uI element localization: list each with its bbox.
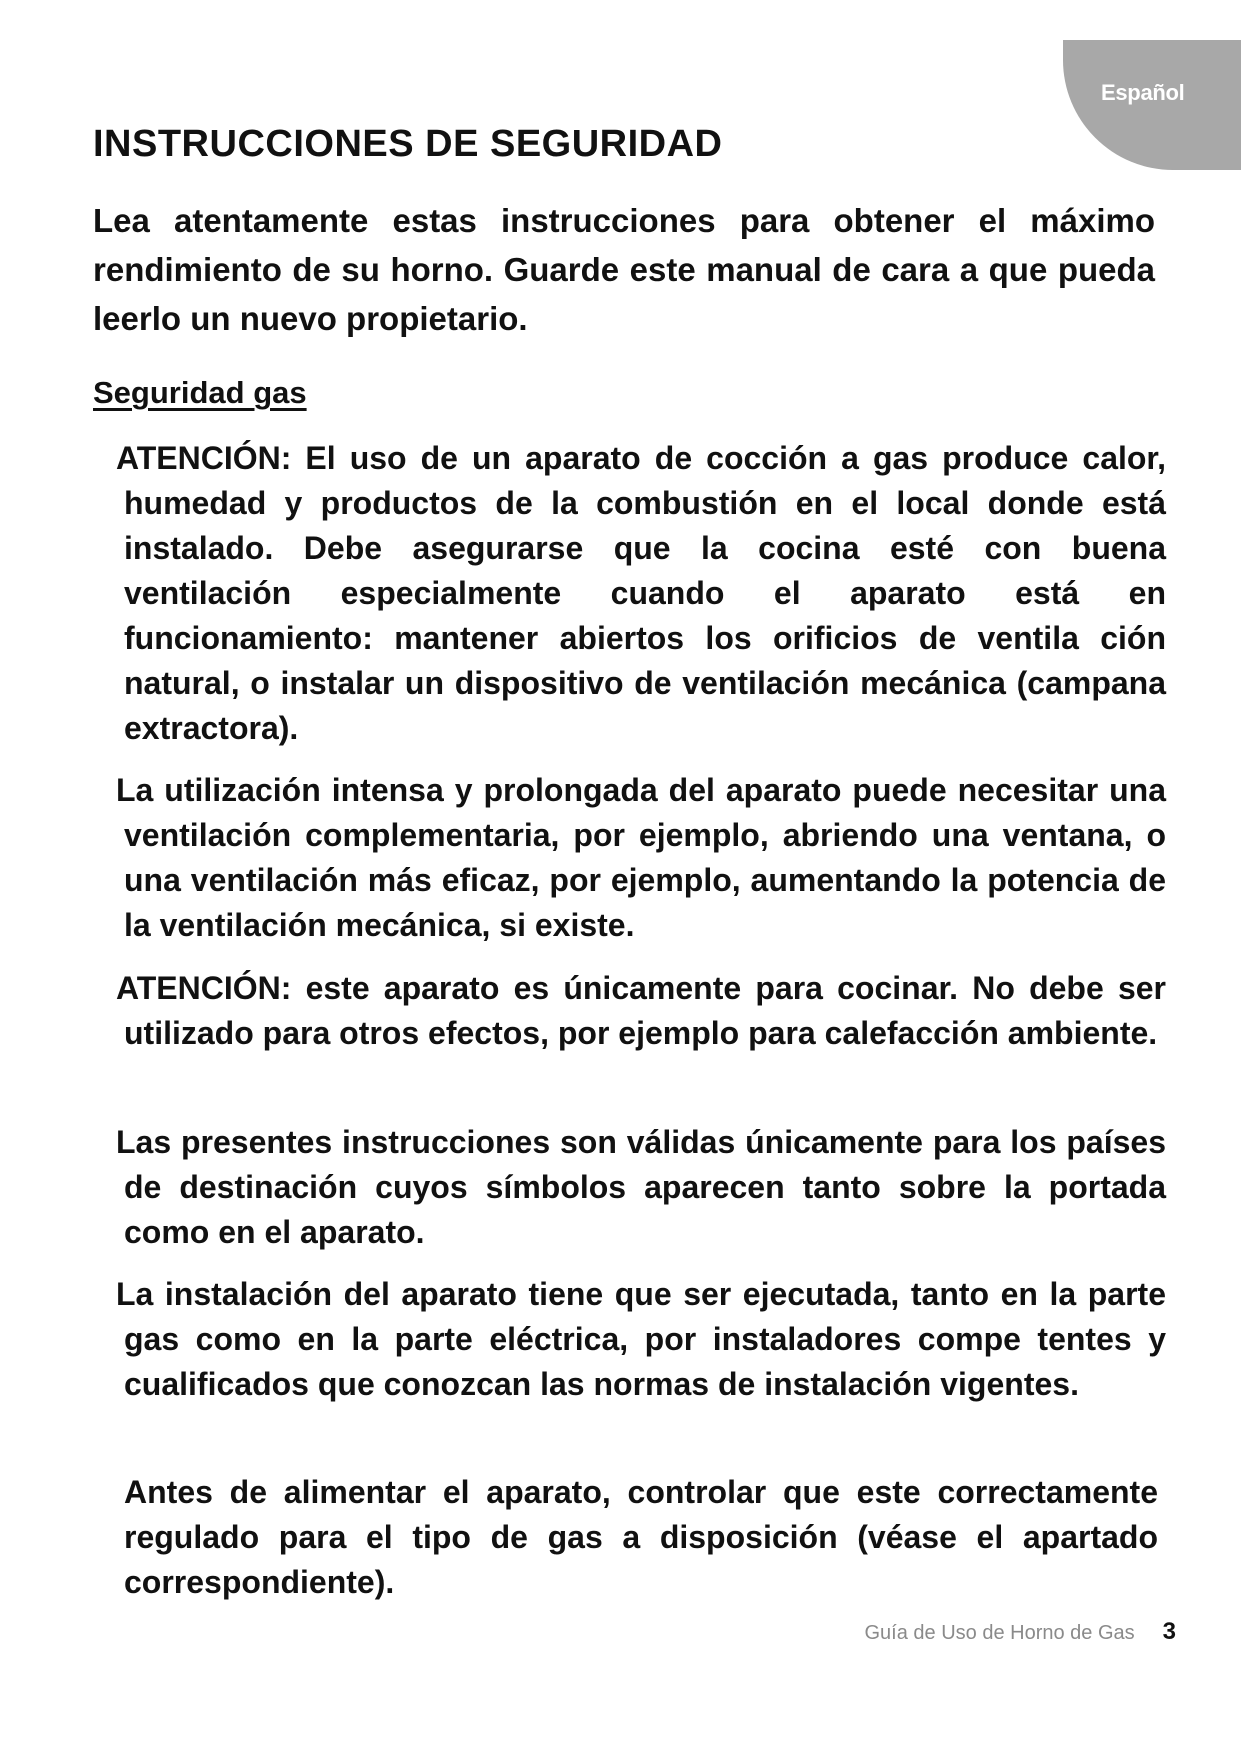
language-tab-label: Español (1101, 80, 1185, 105)
language-tab (1063, 40, 1241, 190)
safety-paragraph-gas-type-check: Antes de alimentar el aparato, controlar que este correctamente regulado para el tipo de gas a disposición (véase el apartado correspondiente). (124, 1474, 1158, 1600)
page-number: 3 (1162, 1618, 1176, 1645)
page-footer (864, 1618, 1176, 1646)
page-title: INSTRUCCIONES DE SEGURIDAD (93, 123, 723, 165)
section-heading-gas-safety: Seguridad gas (93, 375, 307, 410)
safety-paragraph-destination-countries: Las presentes instrucciones son válidas únicamente para los países de destinación cuyos símbolos aparecen tanto sobre la portada como en el aparato. (116, 1124, 1166, 1250)
safety-paragraph-ventilation-warning: ATENCIÓN: El uso de un aparato de cocción a gas produce calor, humedad y productos de la combustión en el local donde está instalado. Debe asegurarse que la cocina esté con buena ventilación especialmente cuando el aparato está en funcionamiento: mantener abiertos los orificios de ventila ción natural, o instalar un dispositivo de ventilación mecánica (campana extractora). (116, 440, 1166, 746)
safety-paragraph-installation: La instalación del aparato tiene que ser ejecutada, tanto en la parte gas como en la parte eléctrica, por instaladores compe tentes y cualificados que conozcan las normas de instalación vigentes. (116, 1276, 1166, 1402)
safety-paragraph-extra-ventilation: La utilización intensa y prolongada del aparato puede necesitar una ventilación complementaria, por ejemplo, abriendo una ventana, o una ventilación más eficaz, por ejemplo, aumentando la potencia de la ventilación mecánica, si existe. (116, 772, 1166, 943)
safety-paragraph-cooking-only: ATENCIÓN: este aparato es únicamente para cocinar. No debe ser utilizado para otros efectos, por ejemplo para calefacción ambiente. (116, 970, 1166, 1051)
footer-document-title: Guía de Uso de Horno de Gas (864, 1622, 1135, 1644)
intro-paragraph: Lea atentamente estas instrucciones para obtener el máximo rendimiento de su horno. Guarde este manual de cara a que pueda leerlo un nuevo propietario. (93, 202, 1155, 337)
